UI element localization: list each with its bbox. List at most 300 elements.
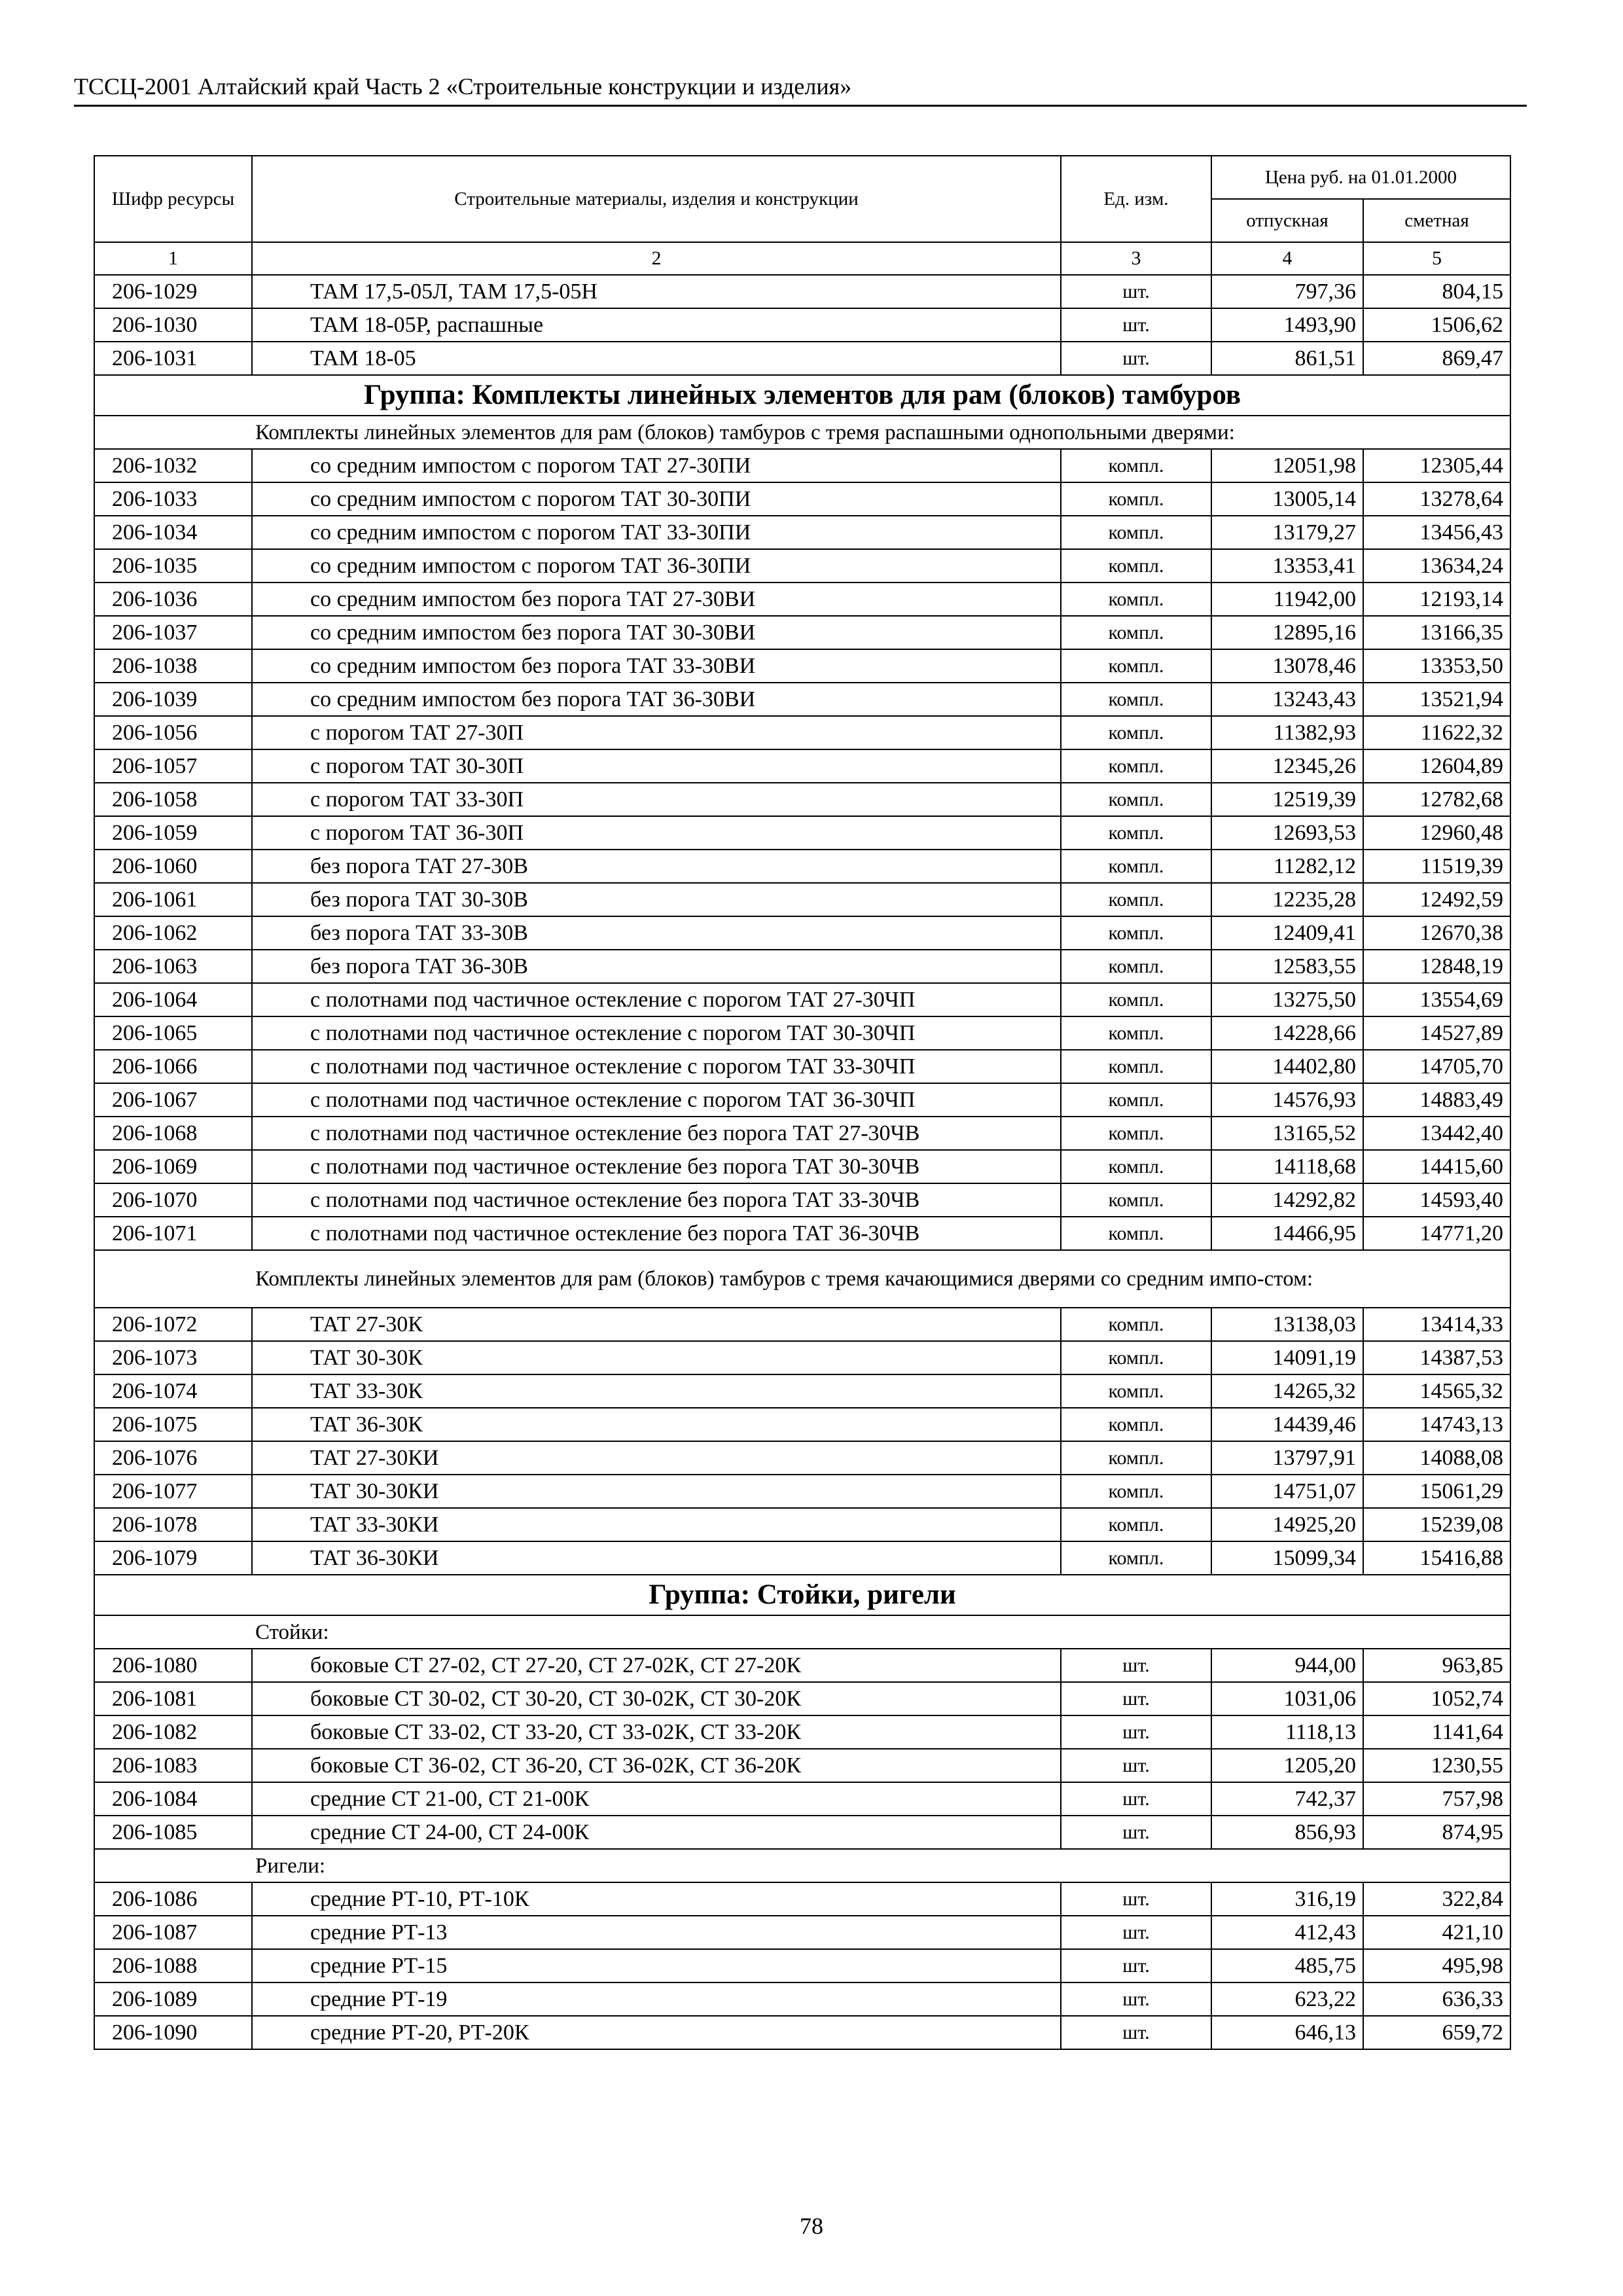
material-name-cell: ТАТ 33-30КИ <box>252 1508 1061 1541</box>
material-name-cell: со средним импостом с порогом ТАТ 33-30ПИ <box>252 516 1061 549</box>
table-row <box>94 1541 1510 1575</box>
column-header-price: Цена руб. на 01.01.2000 <box>1211 156 1510 199</box>
resource-code-cell: 206-1074 <box>94 1374 252 1408</box>
resource-code-cell: 206-1056 <box>94 716 252 749</box>
table-row <box>94 275 1510 308</box>
release-price-cell: 13005,14 <box>1211 482 1363 516</box>
table-row <box>94 1816 1510 1849</box>
table-row <box>94 1949 1510 1982</box>
table-row <box>94 916 1510 950</box>
material-name-cell: ТАМ 18-05 <box>252 342 1061 375</box>
table-row <box>94 1749 1510 1782</box>
estimate-price-cell: 13554,69 <box>1363 983 1510 1016</box>
table-row <box>94 1916 1510 1949</box>
subgroup-heading: Комплекты линейных элементов для рам (блоков) тамбуров с тремя распашными однопольными дверями: <box>94 416 1510 449</box>
release-price-cell: 12235,28 <box>1211 883 1363 916</box>
table-row <box>94 1083 1510 1117</box>
release-price-cell: 13243,43 <box>1211 683 1363 716</box>
column-header-code: Шифр ресурсы <box>94 156 252 242</box>
estimate-price-cell: 869,47 <box>1363 342 1510 375</box>
material-name-cell: с полотнами под частичное остекление без порога ТАТ 33-30ЧВ <box>252 1183 1061 1217</box>
material-name-cell: средние РТ-13 <box>252 1916 1061 1949</box>
release-price-cell: 13078,46 <box>1211 649 1363 683</box>
table-row <box>94 1649 1510 1682</box>
resource-code-cell: 206-1072 <box>94 1308 252 1341</box>
estimate-price-cell: 495,98 <box>1363 1949 1510 1982</box>
table-row <box>94 308 1510 342</box>
material-name-cell: с порогом ТАТ 33-30П <box>252 783 1061 816</box>
material-name-cell: средние СТ 21-00, СТ 21-00К <box>252 1782 1061 1816</box>
resource-code-cell: 206-1058 <box>94 783 252 816</box>
table-row <box>94 1408 1510 1441</box>
table-row <box>94 783 1510 816</box>
unit-cell: компл. <box>1061 1083 1211 1117</box>
estimate-price-cell: 1052,74 <box>1363 1682 1510 1715</box>
unit-cell: компл. <box>1061 583 1211 616</box>
resource-code-cell: 206-1034 <box>94 516 252 549</box>
column-header-price-estimate: сметная <box>1363 199 1510 242</box>
estimate-price-cell: 15416,88 <box>1363 1541 1510 1575</box>
material-name-cell: средние РТ-10, РТ-10К <box>252 1882 1061 1916</box>
unit-cell: компл. <box>1061 616 1211 649</box>
subgroup-heading: Ригели: <box>94 1849 1510 1882</box>
release-price-cell: 12895,16 <box>1211 616 1363 649</box>
release-price-cell: 14292,82 <box>1211 1183 1363 1217</box>
resource-code-cell: 206-1070 <box>94 1183 252 1217</box>
unit-cell: компл. <box>1061 649 1211 683</box>
resource-code-cell: 206-1082 <box>94 1715 252 1749</box>
price-table <box>94 155 1511 2050</box>
estimate-price-cell: 13353,50 <box>1363 649 1510 683</box>
resource-code-cell: 206-1071 <box>94 1217 252 1250</box>
material-name-cell: ТАТ 30-30КИ <box>252 1475 1061 1508</box>
material-name-cell: с порогом ТАТ 27-30П <box>252 716 1061 749</box>
release-price-cell: 12693,53 <box>1211 816 1363 850</box>
resource-code-cell: 206-1073 <box>94 1341 252 1374</box>
table-row <box>94 850 1510 883</box>
table-row <box>94 516 1510 549</box>
release-price-cell: 797,36 <box>1211 275 1363 308</box>
column-number: 4 <box>1211 242 1363 275</box>
estimate-price-cell: 12782,68 <box>1363 783 1510 816</box>
unit-cell: шт. <box>1061 1916 1211 1949</box>
estimate-price-cell: 963,85 <box>1363 1649 1510 1682</box>
unit-cell: шт. <box>1061 2016 1211 2049</box>
unit-cell: компл. <box>1061 1016 1211 1050</box>
group-heading: Группа: Комплекты линейных элементов для рам (блоков) тамбуров <box>94 375 1510 416</box>
material-name-cell: ТАМ 18-05Р, распашные <box>252 308 1061 342</box>
release-price-cell: 13165,52 <box>1211 1117 1363 1150</box>
unit-cell: компл. <box>1061 850 1211 883</box>
resource-code-cell: 206-1065 <box>94 1016 252 1050</box>
resource-code-cell: 206-1032 <box>94 449 252 482</box>
unit-cell: шт. <box>1061 1982 1211 2016</box>
estimate-price-cell: 1141,64 <box>1363 1715 1510 1749</box>
unit-cell: шт. <box>1061 1749 1211 1782</box>
estimate-price-cell: 804,15 <box>1363 275 1510 308</box>
unit-cell: компл. <box>1061 716 1211 749</box>
unit-cell: компл. <box>1061 1150 1211 1183</box>
resource-code-cell: 206-1033 <box>94 482 252 516</box>
estimate-price-cell: 14415,60 <box>1363 1150 1510 1183</box>
release-price-cell: 12519,39 <box>1211 783 1363 816</box>
release-price-cell: 11382,93 <box>1211 716 1363 749</box>
release-price-cell: 13179,27 <box>1211 516 1363 549</box>
estimate-price-cell: 1506,62 <box>1363 308 1510 342</box>
table-row <box>94 342 1510 375</box>
material-name-cell: со средним импостом с порогом ТАТ 27-30ПИ <box>252 449 1061 482</box>
subgroup-heading: Комплекты линейных элементов для рам (блоков) тамбуров с тремя качающимися дверями со средним импо-стом: <box>94 1250 1510 1308</box>
material-name-cell: ТАТ 30-30К <box>252 1341 1061 1374</box>
column-number: 2 <box>252 242 1061 275</box>
table-row <box>94 1117 1510 1150</box>
material-name-cell: боковые СТ 36-02, СТ 36-20, СТ 36-02К, СТ 36-20К <box>252 1749 1061 1782</box>
table-row <box>94 1374 1510 1408</box>
material-name-cell: со средним импостом с порогом ТАТ 30-30ПИ <box>252 482 1061 516</box>
resource-code-cell: 206-1037 <box>94 616 252 649</box>
release-price-cell: 14091,19 <box>1211 1341 1363 1374</box>
estimate-price-cell: 874,95 <box>1363 1816 1510 1849</box>
table-row <box>94 1308 1510 1341</box>
column-number: 5 <box>1363 242 1510 275</box>
resource-code-cell: 206-1062 <box>94 916 252 950</box>
material-name-cell: боковые СТ 30-02, СТ 30-20, СТ 30-02К, СТ 30-20К <box>252 1682 1061 1715</box>
resource-code-cell: 206-1060 <box>94 850 252 883</box>
estimate-price-cell: 13278,64 <box>1363 482 1510 516</box>
resource-code-cell: 206-1083 <box>94 1749 252 1782</box>
unit-cell: шт. <box>1061 308 1211 342</box>
material-name-cell: с полотнами под частичное остекление с порогом ТАТ 36-30ЧП <box>252 1083 1061 1117</box>
unit-cell: компл. <box>1061 1050 1211 1083</box>
resource-code-cell: 206-1061 <box>94 883 252 916</box>
table-row <box>94 1508 1510 1541</box>
estimate-price-cell: 1230,55 <box>1363 1749 1510 1782</box>
release-price-cell: 12051,98 <box>1211 449 1363 482</box>
material-name-cell: средние РТ-20, РТ-20К <box>252 2016 1061 2049</box>
estimate-price-cell: 13166,35 <box>1363 616 1510 649</box>
unit-cell: компл. <box>1061 1308 1211 1341</box>
unit-cell: компл. <box>1061 916 1211 950</box>
unit-cell: шт. <box>1061 1816 1211 1849</box>
estimate-price-cell: 13414,33 <box>1363 1308 1510 1341</box>
resource-code-cell: 206-1076 <box>94 1441 252 1475</box>
resource-code-cell: 206-1086 <box>94 1882 252 1916</box>
resource-code-cell: 206-1077 <box>94 1475 252 1508</box>
resource-code-cell: 206-1057 <box>94 749 252 783</box>
table-row <box>94 1183 1510 1217</box>
release-price-cell: 861,51 <box>1211 342 1363 375</box>
unit-cell: компл. <box>1061 1541 1211 1575</box>
column-number: 1 <box>94 242 252 275</box>
material-name-cell: средние РТ-15 <box>252 1949 1061 1982</box>
unit-cell: компл. <box>1061 1374 1211 1408</box>
table-row <box>94 1341 1510 1374</box>
unit-cell: компл. <box>1061 1475 1211 1508</box>
release-price-cell: 1118,13 <box>1211 1715 1363 1749</box>
estimate-price-cell: 757,98 <box>1363 1782 1510 1816</box>
unit-cell: компл. <box>1061 816 1211 850</box>
table-row <box>94 1982 1510 2016</box>
unit-cell: шт. <box>1061 275 1211 308</box>
release-price-cell: 623,22 <box>1211 1982 1363 2016</box>
resource-code-cell: 206-1030 <box>94 308 252 342</box>
table-row <box>94 1475 1510 1508</box>
material-name-cell: с порогом ТАТ 36-30П <box>252 816 1061 850</box>
release-price-cell: 14925,20 <box>1211 1508 1363 1541</box>
material-name-cell: с полотнами под частичное остекление без порога ТАТ 30-30ЧВ <box>252 1150 1061 1183</box>
table-row <box>94 1217 1510 1250</box>
material-name-cell: со средним импостом с порогом ТАТ 36-30ПИ <box>252 549 1061 583</box>
resource-code-cell: 206-1089 <box>94 1982 252 2016</box>
resource-code-cell: 206-1038 <box>94 649 252 683</box>
release-price-cell: 11942,00 <box>1211 583 1363 616</box>
estimate-price-cell: 421,10 <box>1363 1916 1510 1949</box>
resource-code-cell: 206-1075 <box>94 1408 252 1441</box>
estimate-price-cell: 14593,40 <box>1363 1183 1510 1217</box>
estimate-price-cell: 13442,40 <box>1363 1117 1510 1150</box>
unit-cell: шт. <box>1061 342 1211 375</box>
unit-cell: шт. <box>1061 1949 1211 1982</box>
estimate-price-cell: 13521,94 <box>1363 683 1510 716</box>
unit-cell: компл. <box>1061 783 1211 816</box>
table-row <box>94 482 1510 516</box>
group-heading-row <box>94 1575 1510 1615</box>
table-row <box>94 1016 1510 1050</box>
release-price-cell: 12409,41 <box>1211 916 1363 950</box>
resource-code-cell: 206-1063 <box>94 950 252 983</box>
unit-cell: компл. <box>1061 1341 1211 1374</box>
estimate-price-cell: 15239,08 <box>1363 1508 1510 1541</box>
release-price-cell: 1031,06 <box>1211 1682 1363 1715</box>
unit-cell: компл. <box>1061 1441 1211 1475</box>
table-body <box>94 275 1510 2049</box>
resource-code-cell: 206-1081 <box>94 1682 252 1715</box>
estimate-price-cell: 12848,19 <box>1363 950 1510 983</box>
estimate-price-cell: 14387,53 <box>1363 1341 1510 1374</box>
estimate-price-cell: 11519,39 <box>1363 850 1510 883</box>
release-price-cell: 13353,41 <box>1211 549 1363 583</box>
material-name-cell: со средним импостом без порога ТАТ 33-30ВИ <box>252 649 1061 683</box>
table-row <box>94 716 1510 749</box>
table-row <box>94 1050 1510 1083</box>
table-row <box>94 616 1510 649</box>
resource-code-cell: 206-1039 <box>94 683 252 716</box>
release-price-cell: 14118,68 <box>1211 1150 1363 1183</box>
resource-code-cell: 206-1036 <box>94 583 252 616</box>
release-price-cell: 412,43 <box>1211 1916 1363 1949</box>
unit-cell: компл. <box>1061 1183 1211 1217</box>
material-name-cell: ТАМ 17,5-05Л, ТАМ 17,5-05Н <box>252 275 1061 308</box>
estimate-price-cell: 659,72 <box>1363 2016 1510 2049</box>
resource-code-cell: 206-1088 <box>94 1949 252 1982</box>
group-heading: Группа: Стойки, ригели <box>94 1575 1510 1615</box>
unit-cell: компл. <box>1061 549 1211 583</box>
material-name-cell: со средним импостом без порога ТАТ 36-30ВИ <box>252 683 1061 716</box>
material-name-cell: с полотнами под частичное остекление с порогом ТАТ 30-30ЧП <box>252 1016 1061 1050</box>
table-row <box>94 950 1510 983</box>
resource-code-cell: 206-1035 <box>94 549 252 583</box>
estimate-price-cell: 13634,24 <box>1363 549 1510 583</box>
resource-code-cell: 206-1084 <box>94 1782 252 1816</box>
material-name-cell: с полотнами под частичное остекление с порогом ТАТ 27-30ЧП <box>252 983 1061 1016</box>
estimate-price-cell: 12670,38 <box>1363 916 1510 950</box>
release-price-cell: 13797,91 <box>1211 1441 1363 1475</box>
table-row <box>94 816 1510 850</box>
unit-cell: компл. <box>1061 449 1211 482</box>
unit-cell: шт. <box>1061 1782 1211 1816</box>
estimate-price-cell: 14771,20 <box>1363 1217 1510 1250</box>
subgroup-heading-row <box>94 1250 1510 1308</box>
material-name-cell: ТАТ 36-30КИ <box>252 1541 1061 1575</box>
table-row <box>94 1882 1510 1916</box>
material-name-cell: ТАТ 27-30КИ <box>252 1441 1061 1475</box>
release-price-cell: 12583,55 <box>1211 950 1363 983</box>
release-price-cell: 14466,95 <box>1211 1217 1363 1250</box>
resource-code-cell: 206-1080 <box>94 1649 252 1682</box>
material-name-cell: ТАТ 36-30К <box>252 1408 1061 1441</box>
table-row <box>94 983 1510 1016</box>
release-price-cell: 316,19 <box>1211 1882 1363 1916</box>
estimate-price-cell: 14705,70 <box>1363 1050 1510 1083</box>
unit-cell: компл. <box>1061 1508 1211 1541</box>
unit-cell: шт. <box>1061 1715 1211 1749</box>
table-row <box>94 1682 1510 1715</box>
estimate-price-cell: 12960,48 <box>1363 816 1510 850</box>
table-row <box>94 1150 1510 1183</box>
resource-code-cell: 206-1090 <box>94 2016 252 2049</box>
resource-code-cell: 206-1079 <box>94 1541 252 1575</box>
estimate-price-cell: 14883,49 <box>1363 1083 1510 1117</box>
resource-code-cell: 206-1066 <box>94 1050 252 1083</box>
column-header-name: Строительные материалы, изделия и конструкции <box>252 156 1061 242</box>
material-name-cell: со средним импостом без порога ТАТ 27-30ВИ <box>252 583 1061 616</box>
material-name-cell: без порога ТАТ 36-30В <box>252 950 1061 983</box>
release-price-cell: 15099,34 <box>1211 1541 1363 1575</box>
table-row <box>94 583 1510 616</box>
unit-cell: шт. <box>1061 1682 1211 1715</box>
unit-cell: компл. <box>1061 983 1211 1016</box>
material-name-cell: без порога ТАТ 27-30В <box>252 850 1061 883</box>
material-name-cell: ТАТ 27-30К <box>252 1308 1061 1341</box>
estimate-price-cell: 14565,32 <box>1363 1374 1510 1408</box>
resource-code-cell: 206-1087 <box>94 1916 252 1949</box>
material-name-cell: с полотнами под частичное остекление без порога ТАТ 27-30ЧВ <box>252 1117 1061 1150</box>
release-price-cell: 14439,46 <box>1211 1408 1363 1441</box>
estimate-price-cell: 11622,32 <box>1363 716 1510 749</box>
release-price-cell: 11282,12 <box>1211 850 1363 883</box>
unit-cell: компл. <box>1061 482 1211 516</box>
unit-cell: шт. <box>1061 1649 1211 1682</box>
resource-code-cell: 206-1069 <box>94 1150 252 1183</box>
unit-cell: компл. <box>1061 683 1211 716</box>
estimate-price-cell: 14088,08 <box>1363 1441 1510 1475</box>
resource-code-cell: 206-1067 <box>94 1083 252 1117</box>
material-name-cell: боковые СТ 27-02, СТ 27-20, СТ 27-02К, СТ 27-20К <box>252 1649 1061 1682</box>
release-price-cell: 13275,50 <box>1211 983 1363 1016</box>
material-name-cell: без порога ТАТ 33-30В <box>252 916 1061 950</box>
resource-code-cell: 206-1064 <box>94 983 252 1016</box>
estimate-price-cell: 322,84 <box>1363 1882 1510 1916</box>
table-row <box>94 1441 1510 1475</box>
subgroup-heading-row <box>94 1849 1510 1882</box>
material-name-cell: боковые СТ 33-02, СТ 33-20, СТ 33-02К, СТ 33-20К <box>252 1715 1061 1749</box>
estimate-price-cell: 15061,29 <box>1363 1475 1510 1508</box>
table-row <box>94 549 1510 583</box>
unit-cell: компл. <box>1061 1117 1211 1150</box>
table-row <box>94 1715 1510 1749</box>
table-row <box>94 749 1510 783</box>
unit-cell: компл. <box>1061 516 1211 549</box>
release-price-cell: 14576,93 <box>1211 1083 1363 1117</box>
estimate-price-cell: 13456,43 <box>1363 516 1510 549</box>
unit-cell: компл. <box>1061 883 1211 916</box>
estimate-price-cell: 12193,14 <box>1363 583 1510 616</box>
material-name-cell: без порога ТАТ 30-30В <box>252 883 1061 916</box>
resource-code-cell: 206-1029 <box>94 275 252 308</box>
column-number: 3 <box>1061 242 1211 275</box>
estimate-price-cell: 12305,44 <box>1363 449 1510 482</box>
release-price-cell: 646,13 <box>1211 2016 1363 2049</box>
estimate-price-cell: 12604,89 <box>1363 749 1510 783</box>
release-price-cell: 856,93 <box>1211 1816 1363 1849</box>
group-heading-row <box>94 375 1510 416</box>
unit-cell: компл. <box>1061 950 1211 983</box>
subgroup-heading: Стойки: <box>94 1615 1510 1649</box>
table-row <box>94 683 1510 716</box>
release-price-cell: 14402,80 <box>1211 1050 1363 1083</box>
resource-code-cell: 206-1085 <box>94 1816 252 1849</box>
subgroup-heading-row <box>94 1615 1510 1649</box>
table-row <box>94 1782 1510 1816</box>
column-header-price-release: отпускная <box>1211 199 1363 242</box>
material-name-cell: с полотнами под частичное остекление без порога ТАТ 36-30ЧВ <box>252 1217 1061 1250</box>
unit-cell: компл. <box>1061 1217 1211 1250</box>
page-header: ТССЦ-2001 Алтайский край Часть 2 «Строительные конструкции и изделия» <box>74 71 1527 107</box>
material-name-cell: с полотнами под частичное остекление с порогом ТАТ 33-30ЧП <box>252 1050 1061 1083</box>
release-price-cell: 12345,26 <box>1211 749 1363 783</box>
unit-cell: компл. <box>1061 1408 1211 1441</box>
resource-code-cell: 206-1059 <box>94 816 252 850</box>
release-price-cell: 14265,32 <box>1211 1374 1363 1408</box>
table-row <box>94 449 1510 482</box>
release-price-cell: 14228,66 <box>1211 1016 1363 1050</box>
table-row <box>94 883 1510 916</box>
material-name-cell: ТАТ 33-30К <box>252 1374 1061 1408</box>
release-price-cell: 13138,03 <box>1211 1308 1363 1341</box>
resource-code-cell: 206-1031 <box>94 342 252 375</box>
material-name-cell: с порогом ТАТ 30-30П <box>252 749 1061 783</box>
estimate-price-cell: 636,33 <box>1363 1982 1510 2016</box>
release-price-cell: 944,00 <box>1211 1649 1363 1682</box>
unit-cell: компл. <box>1061 749 1211 783</box>
page-number: 78 <box>800 2213 823 2239</box>
estimate-price-cell: 14527,89 <box>1363 1016 1510 1050</box>
material-name-cell: средние СТ 24-00, СТ 24-00К <box>252 1816 1061 1849</box>
release-price-cell: 1205,20 <box>1211 1749 1363 1782</box>
material-name-cell: средние РТ-19 <box>252 1982 1061 2016</box>
estimate-price-cell: 12492,59 <box>1363 883 1510 916</box>
table-row <box>94 649 1510 683</box>
release-price-cell: 742,37 <box>1211 1782 1363 1816</box>
material-name-cell: со средним импостом без порога ТАТ 30-30ВИ <box>252 616 1061 649</box>
resource-code-cell: 206-1078 <box>94 1508 252 1541</box>
column-header-unit: Ед. изм. <box>1061 156 1211 242</box>
estimate-price-cell: 14743,13 <box>1363 1408 1510 1441</box>
table-row <box>94 2016 1510 2049</box>
resource-code-cell: 206-1068 <box>94 1117 252 1150</box>
release-price-cell: 14751,07 <box>1211 1475 1363 1508</box>
release-price-cell: 485,75 <box>1211 1949 1363 1982</box>
